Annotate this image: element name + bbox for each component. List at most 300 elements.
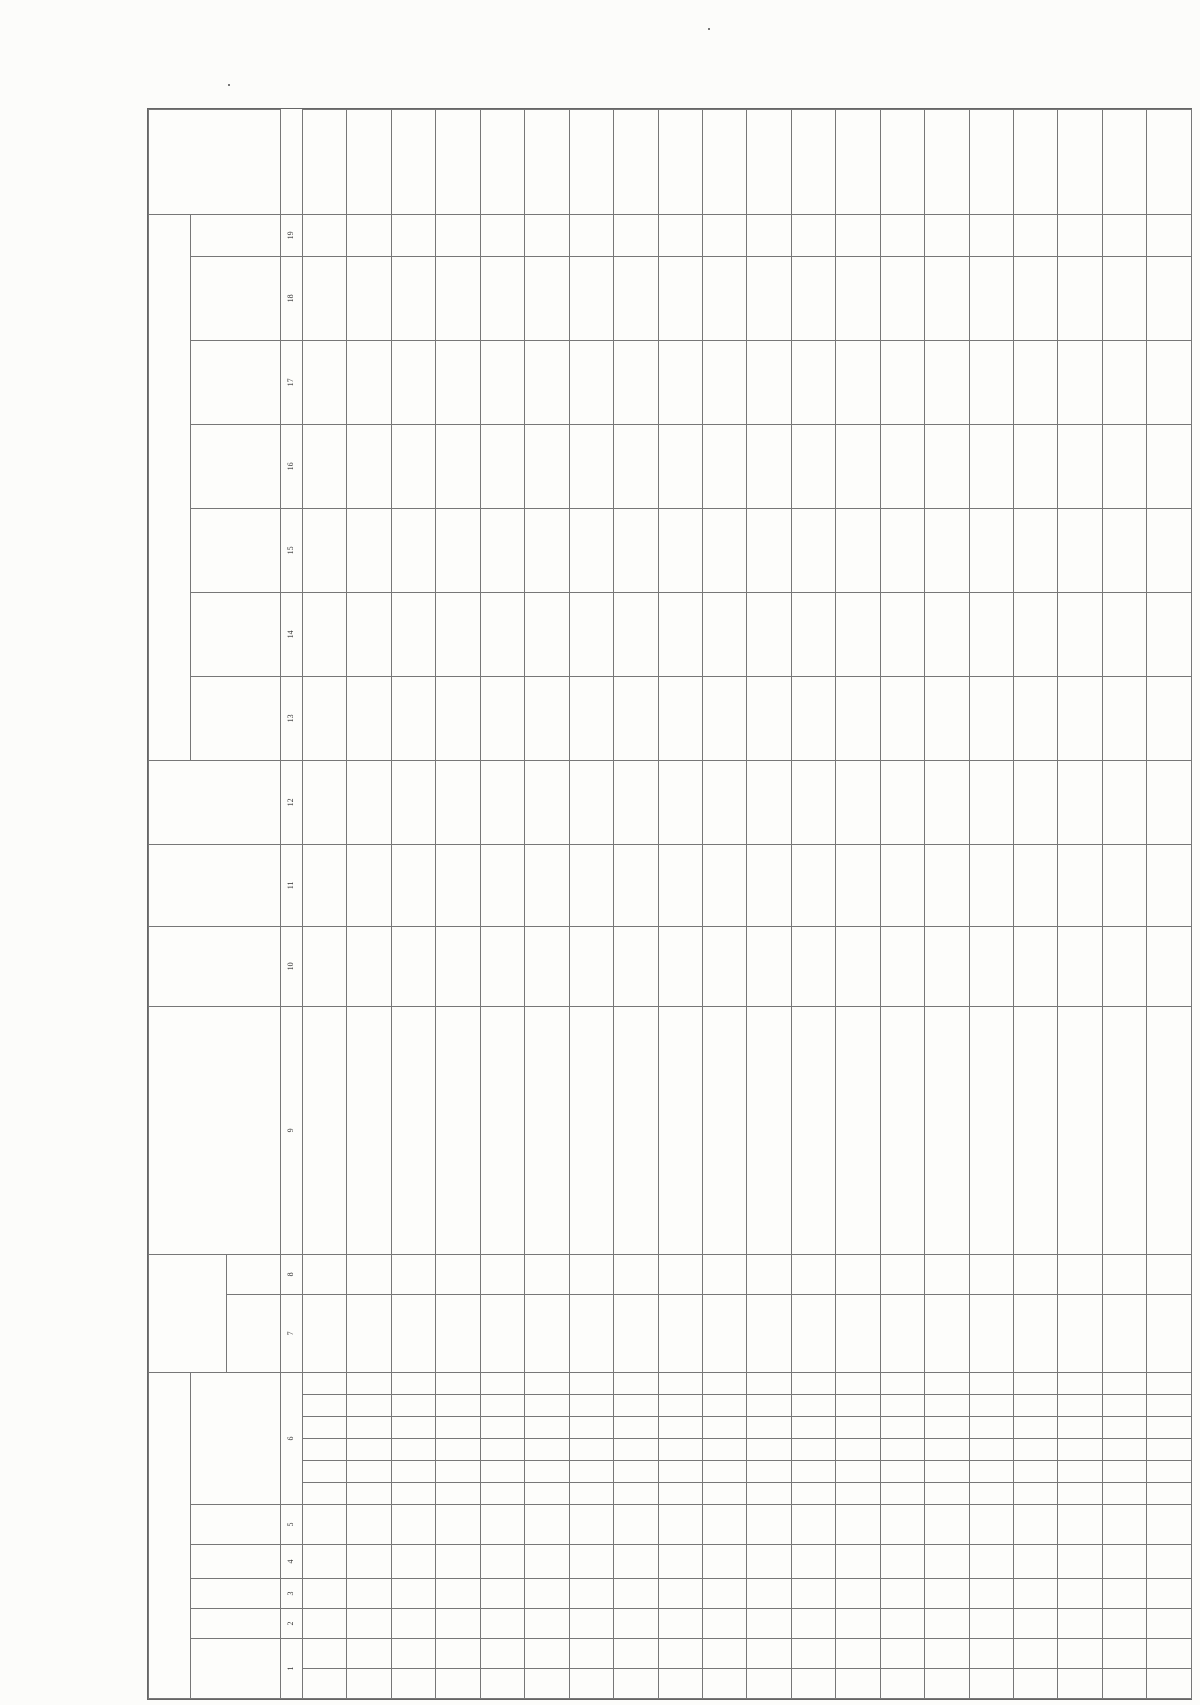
- year-2028-value: [303, 340, 347, 424]
- expense-direction-cell: [836, 1254, 880, 1294]
- column-index: 19: [281, 214, 303, 256]
- measure-code-cell: [880, 1483, 924, 1505]
- name-cell: [1014, 926, 1058, 1006]
- measure-code-cell: [569, 1461, 613, 1483]
- expense-direction-cell: [925, 1254, 969, 1294]
- target-value: [925, 110, 969, 215]
- table-row: [436, 110, 480, 1699]
- task-code-cell: [480, 1505, 524, 1545]
- responsible-code-cell: [747, 1294, 791, 1372]
- measure-code-cell: [1147, 1461, 1191, 1483]
- measure-code-cell: [658, 1372, 702, 1394]
- responsible-code-cell: [525, 1294, 569, 1372]
- year-2026-value: [702, 508, 746, 592]
- table-row: [1058, 110, 1102, 1699]
- target-value: [747, 110, 791, 215]
- measure-code-cell: [1147, 1417, 1191, 1439]
- task-code-cell: [1147, 1505, 1191, 1545]
- column-index: 17: [281, 340, 303, 424]
- structural-element-cell: [347, 1545, 391, 1579]
- year-2027-value: [525, 424, 569, 508]
- unit-cell: [569, 844, 613, 926]
- year-2028-value: [969, 340, 1013, 424]
- year-2026-value: [614, 508, 658, 592]
- measure-code-cell: [791, 1395, 835, 1417]
- responsible-code-cell: [569, 1294, 613, 1372]
- element-type-cell: [303, 1579, 347, 1609]
- unit-cell: [836, 844, 880, 926]
- program-code-cell: [347, 1669, 391, 1699]
- structural-element-cell: [880, 1545, 924, 1579]
- task-code-cell: [303, 1505, 347, 1545]
- unit-cell: [925, 844, 969, 926]
- column-index: 3: [281, 1579, 303, 1609]
- year-2027-value: [614, 424, 658, 508]
- program-indicator-table: [148, 109, 1192, 1699]
- aip-code-cell: [1147, 1006, 1191, 1254]
- base-year-value: [836, 760, 880, 844]
- measure-code-cell: [1102, 1439, 1146, 1461]
- expense-direction-cell: [436, 1254, 480, 1294]
- year-2024-value: [658, 676, 702, 760]
- year-2027-value: [791, 424, 835, 508]
- element-type-cell: [614, 1579, 658, 1609]
- year-2029-value: [303, 256, 347, 340]
- program-code-cell: [525, 1639, 569, 1669]
- year-2024-value: [1014, 676, 1058, 760]
- year-2026-value: [1058, 508, 1102, 592]
- program-code-cell: [347, 1639, 391, 1669]
- year-2028-value: [1014, 340, 1058, 424]
- unit-cell: [436, 844, 480, 926]
- measure-code-cell: [969, 1439, 1013, 1461]
- measure-code-cell: [303, 1372, 347, 1394]
- year-2026-value: [836, 508, 880, 592]
- direction-code-cell: [525, 1609, 569, 1639]
- column-index: 11: [281, 844, 303, 926]
- element-type-cell: [391, 1579, 435, 1609]
- target-value: [436, 110, 480, 215]
- measure-code-cell: [480, 1439, 524, 1461]
- year-2025-value: [1102, 592, 1146, 676]
- responsible-code-cell: [1058, 1294, 1102, 1372]
- year-2025-value: [702, 592, 746, 676]
- year-2029-value: [525, 256, 569, 340]
- responsible-code-cell: [1014, 1294, 1058, 1372]
- year-2029-value: [658, 256, 702, 340]
- measure-code-cell: [836, 1461, 880, 1483]
- name-cell: [747, 926, 791, 1006]
- program-code-cell: [1058, 1669, 1102, 1699]
- target-value: [658, 110, 702, 215]
- program-code-cell: [658, 1669, 702, 1699]
- task-code-cell: [1102, 1505, 1146, 1545]
- element-type-cell: [525, 1579, 569, 1609]
- unit-cell: [747, 844, 791, 926]
- structural-element-cell: [1058, 1545, 1102, 1579]
- direction-code-cell: [1102, 1609, 1146, 1639]
- year-2026-value: [1147, 508, 1191, 592]
- direction-code-cell: [1147, 1609, 1191, 1639]
- column-index: 9: [281, 1006, 303, 1254]
- measure-code-cell: [836, 1372, 880, 1394]
- expense-direction-cell: [1147, 1254, 1191, 1294]
- program-code-cell: [791, 1639, 835, 1669]
- unit-cell: [1147, 844, 1191, 926]
- task-code-cell: [747, 1505, 791, 1545]
- direction-code-cell: [1014, 1609, 1058, 1639]
- year-2024-value: [791, 676, 835, 760]
- header-budget-code-group: [149, 1254, 227, 1372]
- year-2030-value: [1102, 214, 1146, 256]
- target-value: [880, 110, 924, 215]
- responsible-code-cell: [347, 1294, 391, 1372]
- aip-code-cell: [1014, 1006, 1058, 1254]
- year-2026-value: [658, 508, 702, 592]
- program-code-cell: [525, 1669, 569, 1699]
- name-cell: [880, 926, 924, 1006]
- measure-code-cell: [969, 1395, 1013, 1417]
- expense-direction-cell: [1102, 1254, 1146, 1294]
- expense-direction-cell: [702, 1254, 746, 1294]
- measure-code-cell: [569, 1395, 613, 1417]
- base-year-value: [1058, 760, 1102, 844]
- year-2025-value: [525, 592, 569, 676]
- year-2026-value: [569, 508, 613, 592]
- base-year-value: [303, 760, 347, 844]
- aip-code-cell: [747, 1006, 791, 1254]
- measure-code-cell: [1147, 1395, 1191, 1417]
- header-year-2026: [191, 508, 281, 592]
- measure-code-cell: [569, 1439, 613, 1461]
- year-2026-value: [436, 508, 480, 592]
- name-cell: [1147, 926, 1191, 1006]
- target-value: [1102, 110, 1146, 215]
- task-code-cell: [925, 1505, 969, 1545]
- measure-code-cell: [702, 1461, 746, 1483]
- year-2028-value: [480, 340, 524, 424]
- year-2027-value: [702, 424, 746, 508]
- measure-code-cell: [391, 1439, 435, 1461]
- year-2029-value: [880, 256, 924, 340]
- expense-direction-cell: [791, 1254, 835, 1294]
- year-2026-value: [347, 508, 391, 592]
- year-2029-value: [614, 256, 658, 340]
- year-2025-value: [1147, 592, 1191, 676]
- year-2029-value: [791, 256, 835, 340]
- measure-code-cell: [791, 1439, 835, 1461]
- header-responsible: [227, 1294, 281, 1372]
- element-type-cell: [969, 1579, 1013, 1609]
- table-row: [1102, 110, 1146, 1699]
- name-cell: [436, 926, 480, 1006]
- year-2029-value: [836, 256, 880, 340]
- measure-code-cell: [791, 1483, 835, 1505]
- measure-code-cell: [614, 1372, 658, 1394]
- header-year-2025: [191, 592, 281, 676]
- unit-cell: [658, 844, 702, 926]
- target-value: [702, 110, 746, 215]
- program-code-cell: [569, 1639, 613, 1669]
- expense-direction-cell: [1014, 1254, 1058, 1294]
- structural-element-cell: [836, 1545, 880, 1579]
- measure-code-cell: [391, 1417, 435, 1439]
- year-2028-value: [569, 340, 613, 424]
- year-2024-value: [480, 676, 524, 760]
- year-2027-value: [480, 424, 524, 508]
- direction-code-cell: [925, 1609, 969, 1639]
- expense-direction-cell: [747, 1254, 791, 1294]
- responsible-code-cell: [480, 1294, 524, 1372]
- year-2029-value: [1102, 256, 1146, 340]
- year-2026-value: [791, 508, 835, 592]
- measure-code-cell: [658, 1483, 702, 1505]
- unit-cell: [791, 844, 835, 926]
- column-index: 14: [281, 592, 303, 676]
- header-year-2030: [191, 214, 281, 256]
- measure-code-cell: [1102, 1483, 1146, 1505]
- responsible-code-cell: [303, 1294, 347, 1372]
- program-code-cell: [614, 1669, 658, 1699]
- header-measure-group: [191, 1372, 281, 1504]
- aip-code-cell: [791, 1006, 835, 1254]
- name-cell: [303, 926, 347, 1006]
- responsible-code-cell: [791, 1294, 835, 1372]
- responsible-code-cell: [969, 1294, 1013, 1372]
- name-cell: [1058, 926, 1102, 1006]
- year-2030-value: [925, 214, 969, 256]
- table-row: [614, 110, 658, 1699]
- measure-code-cell: [391, 1372, 435, 1394]
- structural-element-cell: [702, 1545, 746, 1579]
- year-2026-value: [391, 508, 435, 592]
- year-2024-value: [303, 676, 347, 760]
- column-index: 8: [281, 1254, 303, 1294]
- year-2030-value: [569, 214, 613, 256]
- base-year-value: [569, 760, 613, 844]
- year-2027-value: [1058, 424, 1102, 508]
- aip-code-cell: [1058, 1006, 1102, 1254]
- task-code-cell: [1058, 1505, 1102, 1545]
- year-2026-value: [1102, 508, 1146, 592]
- program-code-cell: [880, 1639, 924, 1669]
- expense-direction-cell: [1058, 1254, 1102, 1294]
- task-code-cell: [969, 1505, 1013, 1545]
- measure-code-cell: [1147, 1372, 1191, 1394]
- measure-code-cell: [480, 1372, 524, 1394]
- direction-code-cell: [658, 1609, 702, 1639]
- column-index: 2: [281, 1609, 303, 1639]
- name-cell: [791, 926, 835, 1006]
- target-value: [303, 110, 347, 215]
- program-code-cell: [303, 1669, 347, 1699]
- base-year-value: [1147, 760, 1191, 844]
- target-value: [569, 110, 613, 215]
- year-2024-value: [836, 676, 880, 760]
- year-2027-value: [347, 424, 391, 508]
- header-year-2027: [191, 424, 281, 508]
- year-2024-value: [1058, 676, 1102, 760]
- year-2028-value: [1058, 340, 1102, 424]
- task-code-cell: [791, 1505, 835, 1545]
- table-row: [569, 110, 613, 1699]
- unit-cell: [1014, 844, 1058, 926]
- aip-code-cell: [925, 1006, 969, 1254]
- base-year-value: [658, 760, 702, 844]
- year-2024-value: [1102, 676, 1146, 760]
- measure-code-cell: [969, 1461, 1013, 1483]
- target-value: [525, 110, 569, 215]
- year-2024-value: [1147, 676, 1191, 760]
- year-2029-value: [347, 256, 391, 340]
- year-2025-value: [391, 592, 435, 676]
- measure-code-cell: [614, 1461, 658, 1483]
- element-type-cell: [347, 1579, 391, 1609]
- year-2029-value: [480, 256, 524, 340]
- year-2030-value: [791, 214, 835, 256]
- name-cell: [525, 926, 569, 1006]
- measure-code-cell: [569, 1483, 613, 1505]
- program-code-cell: [1102, 1639, 1146, 1669]
- column-index: 18: [281, 256, 303, 340]
- program-code-cell: [614, 1639, 658, 1669]
- base-year-value: [747, 760, 791, 844]
- name-cell: [347, 926, 391, 1006]
- unit-cell: [969, 844, 1013, 926]
- expense-direction-cell: [347, 1254, 391, 1294]
- measure-code-cell: [614, 1395, 658, 1417]
- scan-speck: [708, 28, 710, 30]
- base-year-value: [436, 760, 480, 844]
- measure-code-cell: [702, 1395, 746, 1417]
- target-value: [480, 110, 524, 215]
- aip-code-cell: [836, 1006, 880, 1254]
- year-2025-value: [880, 592, 924, 676]
- measure-code-cell: [614, 1439, 658, 1461]
- year-2025-value: [480, 592, 524, 676]
- year-2025-value: [658, 592, 702, 676]
- measure-code-cell: [702, 1483, 746, 1505]
- element-type-cell: [880, 1579, 924, 1609]
- structural-element-cell: [1014, 1545, 1058, 1579]
- column-index: 15: [281, 508, 303, 592]
- year-2030-value: [969, 214, 1013, 256]
- program-code-cell: [480, 1669, 524, 1699]
- target-value: [1147, 110, 1191, 215]
- expense-direction-cell: [880, 1254, 924, 1294]
- expense-direction-cell: [614, 1254, 658, 1294]
- aip-code-cell: [525, 1006, 569, 1254]
- measure-code-cell: [525, 1461, 569, 1483]
- year-2030-value: [525, 214, 569, 256]
- element-type-cell: [1058, 1579, 1102, 1609]
- direction-code-cell: [347, 1609, 391, 1639]
- year-2026-value: [969, 508, 1013, 592]
- rotated-table-container: [148, 109, 1191, 1699]
- base-year-value: [347, 760, 391, 844]
- year-2028-value: [791, 340, 835, 424]
- year-2029-value: [925, 256, 969, 340]
- program-code-cell: [658, 1639, 702, 1669]
- expense-direction-cell: [480, 1254, 524, 1294]
- year-2024-value: [702, 676, 746, 760]
- measure-code-cell: [436, 1439, 480, 1461]
- base-year-value: [525, 760, 569, 844]
- year-2028-value: [347, 340, 391, 424]
- task-code-cell: [391, 1505, 435, 1545]
- measure-code-cell: [880, 1439, 924, 1461]
- table-row: [525, 110, 569, 1699]
- name-cell: [614, 926, 658, 1006]
- measure-code-cell: [391, 1483, 435, 1505]
- base-year-value: [614, 760, 658, 844]
- year-2029-value: [1147, 256, 1191, 340]
- year-2029-value: [969, 256, 1013, 340]
- unit-cell: [1058, 844, 1102, 926]
- base-year-value: [880, 760, 924, 844]
- measure-code-cell: [969, 1483, 1013, 1505]
- name-cell: [1102, 926, 1146, 1006]
- measure-code-cell: [1102, 1372, 1146, 1394]
- program-code-cell: [836, 1669, 880, 1699]
- year-2027-value: [436, 424, 480, 508]
- header-name: [149, 926, 281, 1006]
- measure-code-cell: [1058, 1461, 1102, 1483]
- measure-code-cell: [1014, 1417, 1058, 1439]
- direction-code-cell: [791, 1609, 835, 1639]
- year-2025-value: [925, 592, 969, 676]
- structural-element-cell: [969, 1545, 1013, 1579]
- year-2025-value: [303, 592, 347, 676]
- responsible-code-cell: [925, 1294, 969, 1372]
- measure-code-cell: [1147, 1439, 1191, 1461]
- structural-element-cell: [1102, 1545, 1146, 1579]
- year-2025-value: [747, 592, 791, 676]
- header-year-2029: [191, 256, 281, 340]
- column-index: 7: [281, 1294, 303, 1372]
- column-index: 4: [281, 1545, 303, 1579]
- year-2028-value: [436, 340, 480, 424]
- year-2030-value: [880, 214, 924, 256]
- year-2027-value: [1102, 424, 1146, 508]
- year-2030-value: [836, 214, 880, 256]
- measure-code-cell: [1102, 1461, 1146, 1483]
- base-year-value: [480, 760, 524, 844]
- program-code-cell: [1014, 1669, 1058, 1699]
- expense-direction-cell: [569, 1254, 613, 1294]
- task-code-cell: [436, 1505, 480, 1545]
- program-code-cell: [1147, 1639, 1191, 1669]
- year-2028-value: [1102, 340, 1146, 424]
- year-2025-value: [436, 592, 480, 676]
- base-year-value: [1102, 760, 1146, 844]
- year-2029-value: [569, 256, 613, 340]
- measure-code-cell: [347, 1483, 391, 1505]
- year-2028-value: [880, 340, 924, 424]
- measure-code-cell: [702, 1372, 746, 1394]
- table-row: [747, 110, 791, 1699]
- table-row: [1014, 110, 1058, 1699]
- name-cell: [836, 926, 880, 1006]
- structural-element-cell: [480, 1545, 524, 1579]
- structural-element-cell: [1147, 1545, 1191, 1579]
- target-value: [836, 110, 880, 215]
- name-cell: [969, 926, 1013, 1006]
- year-2025-value: [1058, 592, 1102, 676]
- base-year-value: [1014, 760, 1058, 844]
- program-code-cell: [569, 1669, 613, 1699]
- scan-speck: [228, 84, 230, 86]
